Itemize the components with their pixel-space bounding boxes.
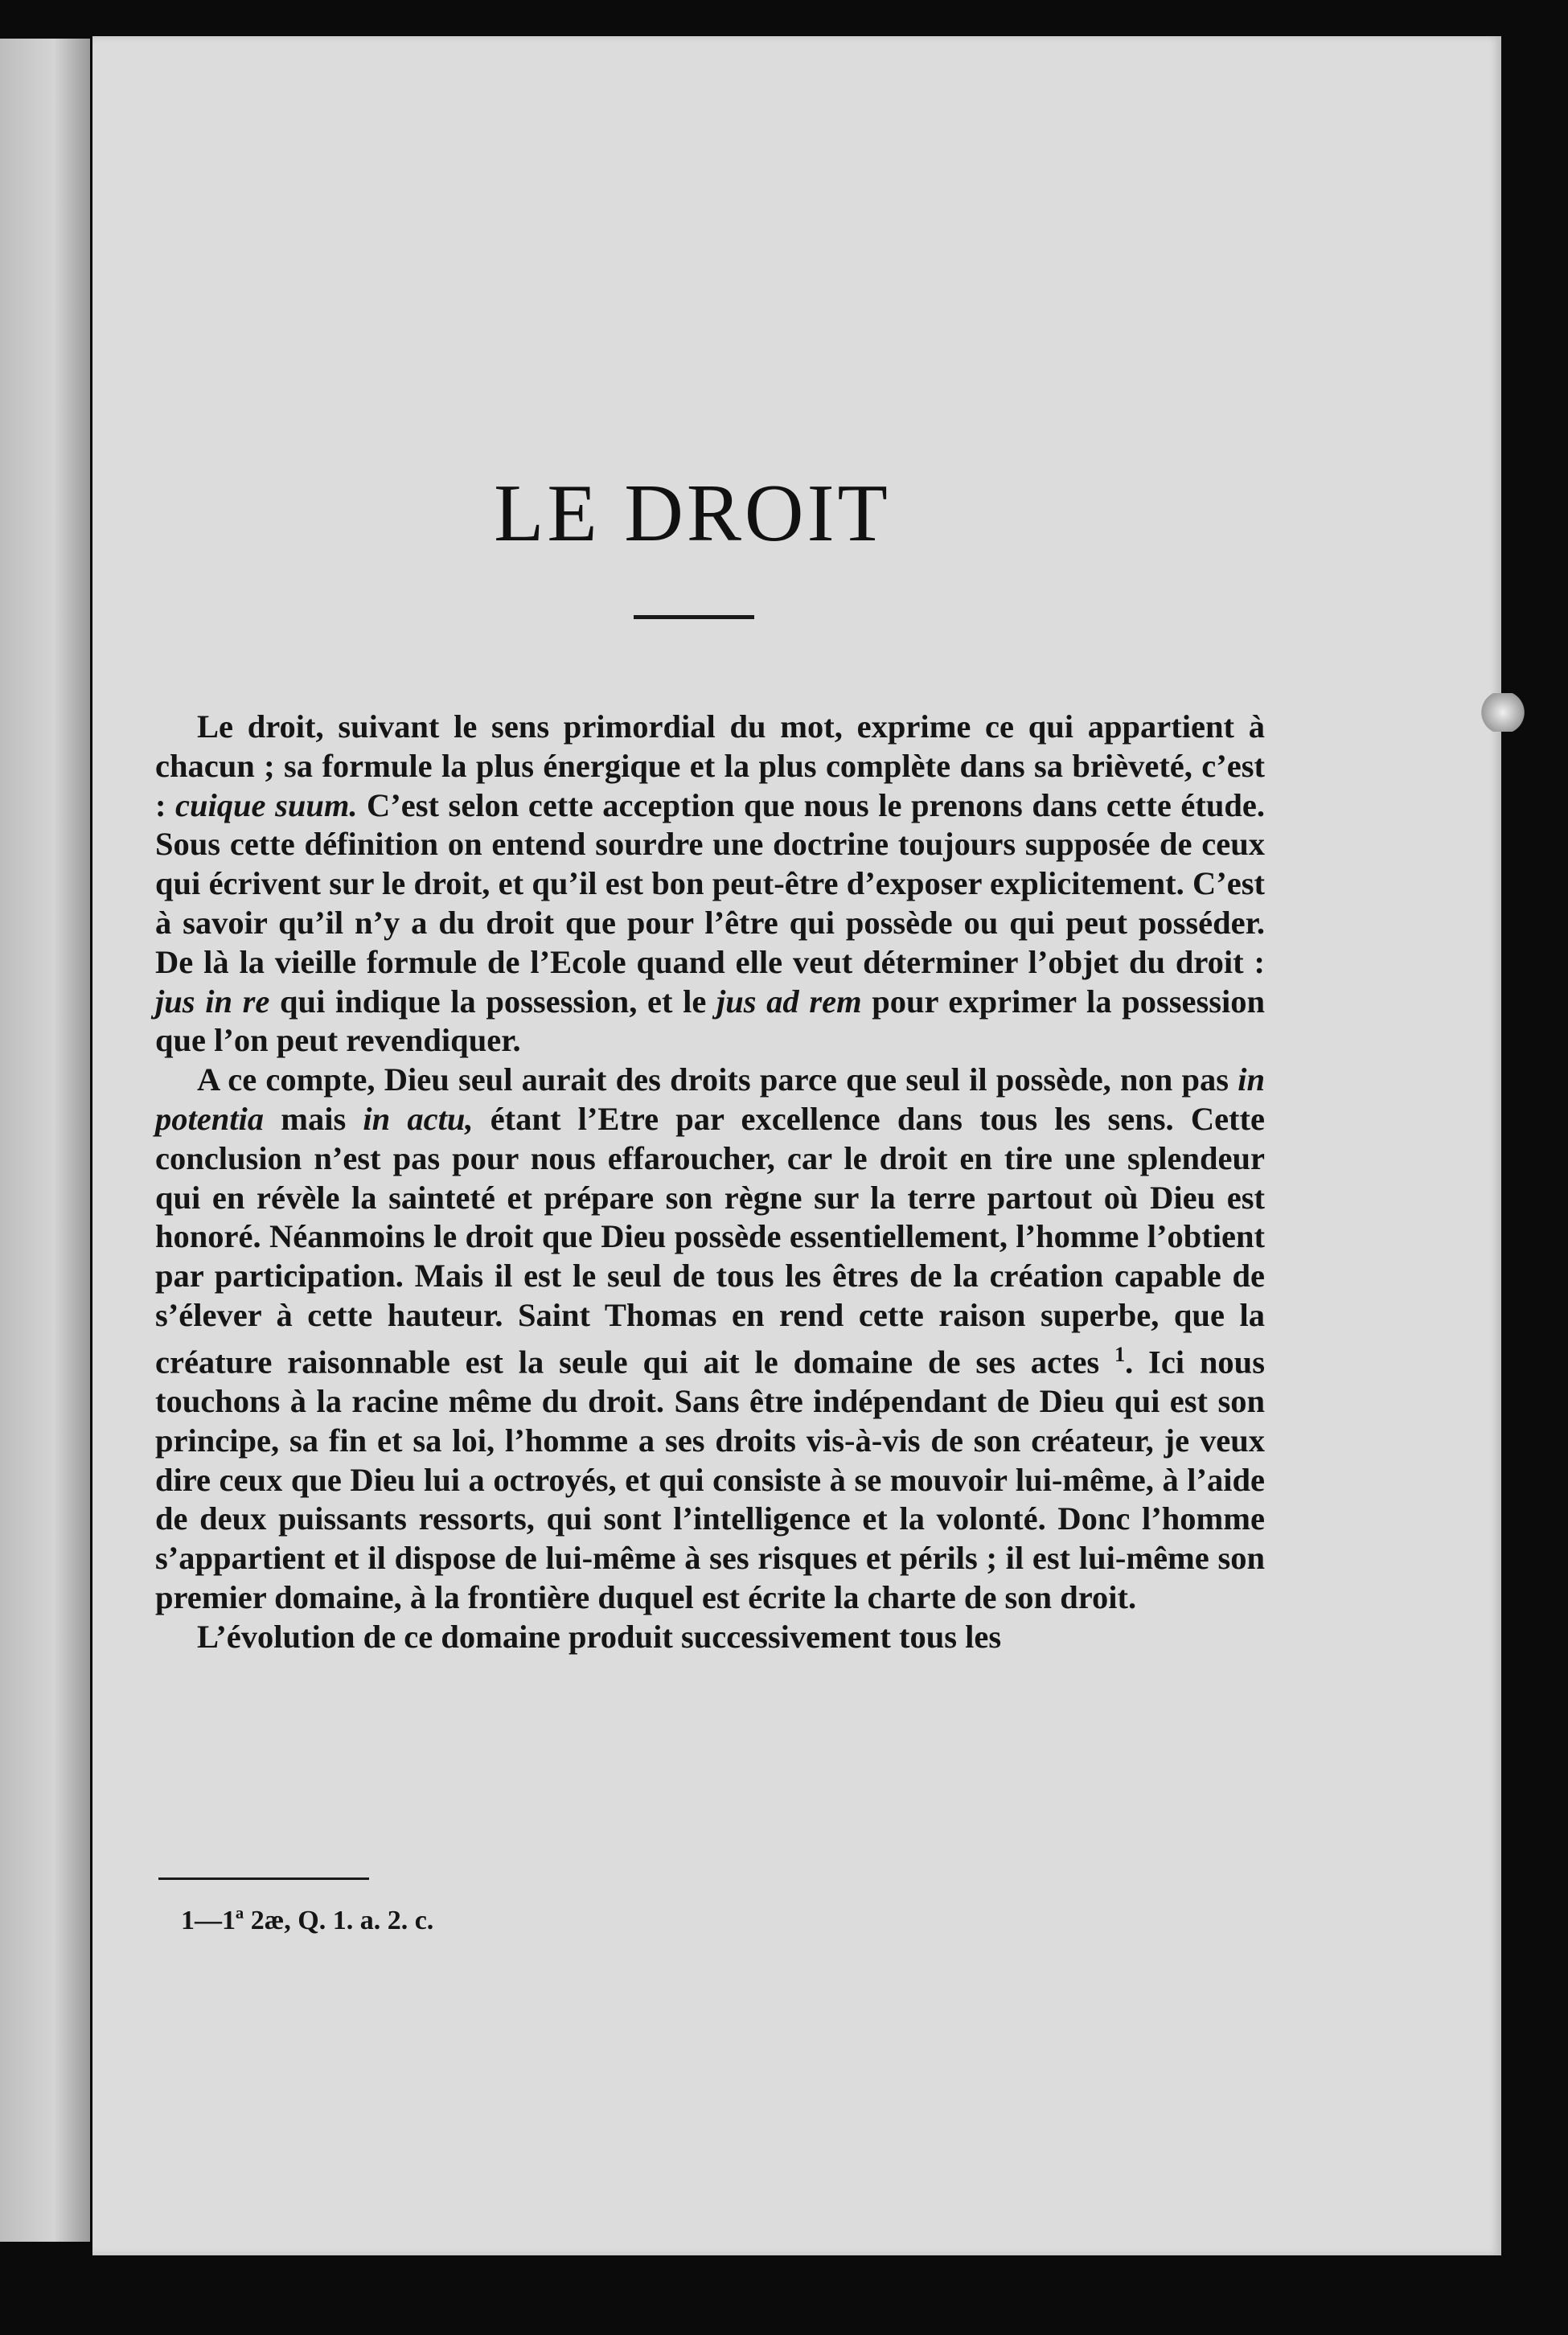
page-clip-mark (1480, 693, 1526, 732)
body-text (155, 708, 1265, 1657)
text-run: mais (264, 1100, 363, 1137)
italic-phrase: cuique suum. (175, 786, 358, 823)
text-run: . Ici nous touchons à la racine même du droit. Sans être indépendant de Dieu qui est son principe, sa fin et sa loi, l’homme a ses droits vis-à-vis de son créateur, je veux dire ceux que Dieu lui a octroyés, et qui consiste à se mouvoir lui-même, à l’aide de deux puissants ressorts, qui sont l’intelligence et la volonté. Donc l’homme s’appartient et il dispose de lui-même à ses risques et périls ; il est lui-même son premier domaine, à la frontière duquel est écrite la charte de son droit. (155, 1344, 1265, 1616)
text-run: L’évolution de ce domaine produit successivement tous les (197, 1618, 1002, 1655)
italic-phrase: jus ad rem (716, 983, 862, 1020)
facing-page-edge (0, 39, 90, 2242)
page-title: LE DROIT (494, 468, 891, 559)
text-run: étant l’Etre par excellence dans tous les sens. Cette conclusion n’est pas pour nous effaroucher, car le droit en tire une splendeur qui en révèle la sainteté et prépare son règne sur la terre partout où Dieu est honoré. Néanmoins le droit que Dieu possède essentiellement, l’homme l’obtient par participation. Mais il est le seul de tous les êtres de la création capable de s’élever à cette hauteur. Saint Thomas en rend cette raison superbe, que la créature raisonnable est la seule qui ait le domaine de ses actes (155, 1100, 1265, 1381)
text-run: C’est selon cette acception que nous le prenons dans cette étude. Sous cette définition on entend sourdre une doctrine toujours supposée de ceux qui écrivent sur le droit, et qu’il est bon peut-être d’exposer explicitement. C’est à savoir qu’il n’y a du droit que pour l’être qui possède ou qui peut posséder. De là la vieille formule de l’Ecole quand elle veut déterminer l’objet du droit : (155, 786, 1265, 980)
italic-phrase: in actu, (363, 1100, 474, 1137)
book-page (92, 36, 1501, 2255)
title-divider (634, 615, 754, 619)
italic-phrase: in potentia (155, 1061, 1265, 1137)
paragraph-3 (155, 1618, 1265, 1657)
footnote: 1—1ª 2æ, Q. 1. a. 2. c. (181, 1906, 434, 1935)
footnote-divider (158, 1877, 369, 1880)
text-run: A ce compte, Dieu seul aurait des droits parce que seul il possède, non pas (197, 1061, 1238, 1098)
text-run: qui indique la possession, et le (269, 983, 716, 1020)
text-run: Le droit, suivant le sens primordial du mot, exprime ce qui appartient à chacun ; sa formule la plus énergique et la plus complète dans sa brièveté, c’est : (155, 708, 1265, 823)
paragraph-1 (155, 708, 1265, 1061)
footnote-ref: 1 (1114, 1342, 1126, 1366)
italic-phrase: jus in re (155, 983, 270, 1020)
paragraph-2 (155, 1061, 1265, 1618)
text-run: pour exprimer la possession que l’on peut revendiquer. (155, 983, 1265, 1059)
